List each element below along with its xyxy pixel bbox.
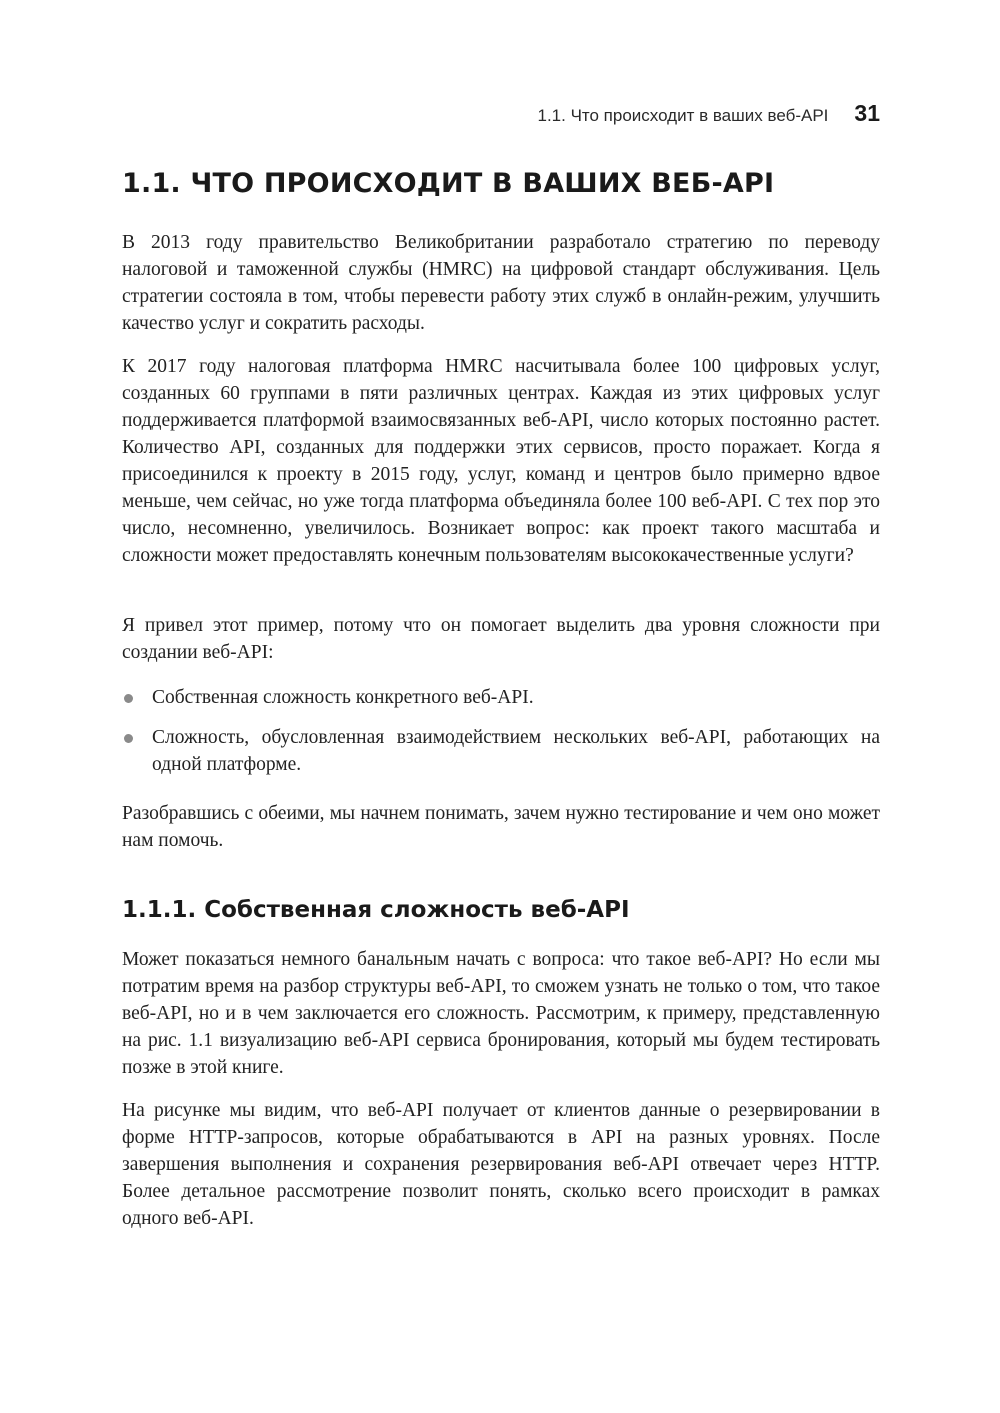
bullet-icon [124, 734, 133, 743]
running-title: 1.1. Что происходит в ваших веб-API [537, 106, 829, 125]
subsection-heading: 1.1.1. Собственная сложность веб-API [122, 897, 630, 923]
paragraph: На рисунке мы видим, что веб-API получает от клиентов данные о резервировании в форме HTTP-запросов, которые обрабатываются в API на разных уровнях. После завершения выполнения и сохранения резервирования веб-API отвечает через HTTP. Более детальное рассмотрение позволит понять, сколько всего происходит в рамках одного веб-API. [122, 1100, 880, 1229]
list-item-text: Собственная сложность конкретного веб-API. [152, 687, 534, 708]
running-header [537, 100, 880, 127]
paragraph: Может показаться немного банальным начать с вопроса: что такое веб-API? Но если мы потратим время на разбор структуры веб-API, то сможем узнать не только о том, что такое веб-API, но и в чем заключается его сложность. Рассмотрим, к примеру, представленную на рис. 1.1 визуализацию веб-API сервиса бронирования, который мы будем тестировать позже в этой книге. [122, 949, 880, 1078]
bullet-icon [124, 694, 133, 703]
bullet-list [122, 684, 880, 778]
list-item [122, 684, 880, 711]
paragraph: Я привел этот пример, потому что он помогает выделить два уровня сложности при создании веб-API: [122, 615, 880, 663]
list-item [122, 724, 880, 778]
page-number: 31 [854, 100, 880, 126]
section-heading: 1.1. ЧТО ПРОИСХОДИТ В ВАШИХ ВЕБ-API [122, 168, 775, 199]
paragraph: К 2017 году налоговая платформа HMRC насчитывала более 100 цифровых услуг, созданных 60 группами в пяти различных центрах. Каждая из этих цифровых услуг поддерживается платформой взаимосвязанных веб-API, число которых постоянно растет. Количество API, созданных для поддержки этих сервисов, просто поражает. Когда я присоединился к проекту в 2015 году, услуг, команд и центров было примерно вдвое меньше, чем сейчас, но уже тогда платформа объединяла более 100 веб-API. С тех пор это число, несомненно, увеличилось. Возникает вопрос: как проект такого масштаба и сложности может предоставлять конечным пользователям высококачественные услуги? [122, 356, 880, 566]
paragraph: В 2013 году правительство Великобритании разработало стратегию по переводу налоговой и таможенной службы (HMRC) на цифровой стандарт обслуживания. Цель стратегии состояла в том, чтобы перевести работу этих служб в онлайн-режим, улучшить качество услуг и сократить расходы. [122, 232, 880, 334]
paragraph: Разобравшись с обеими, мы начнем понимать, зачем нужно тестирование и чем оно может нам помочь. [122, 803, 880, 851]
list-item-text: Сложность, обусловленная взаимодействием нескольких веб-API, работающих на одной платформе. [152, 727, 880, 775]
